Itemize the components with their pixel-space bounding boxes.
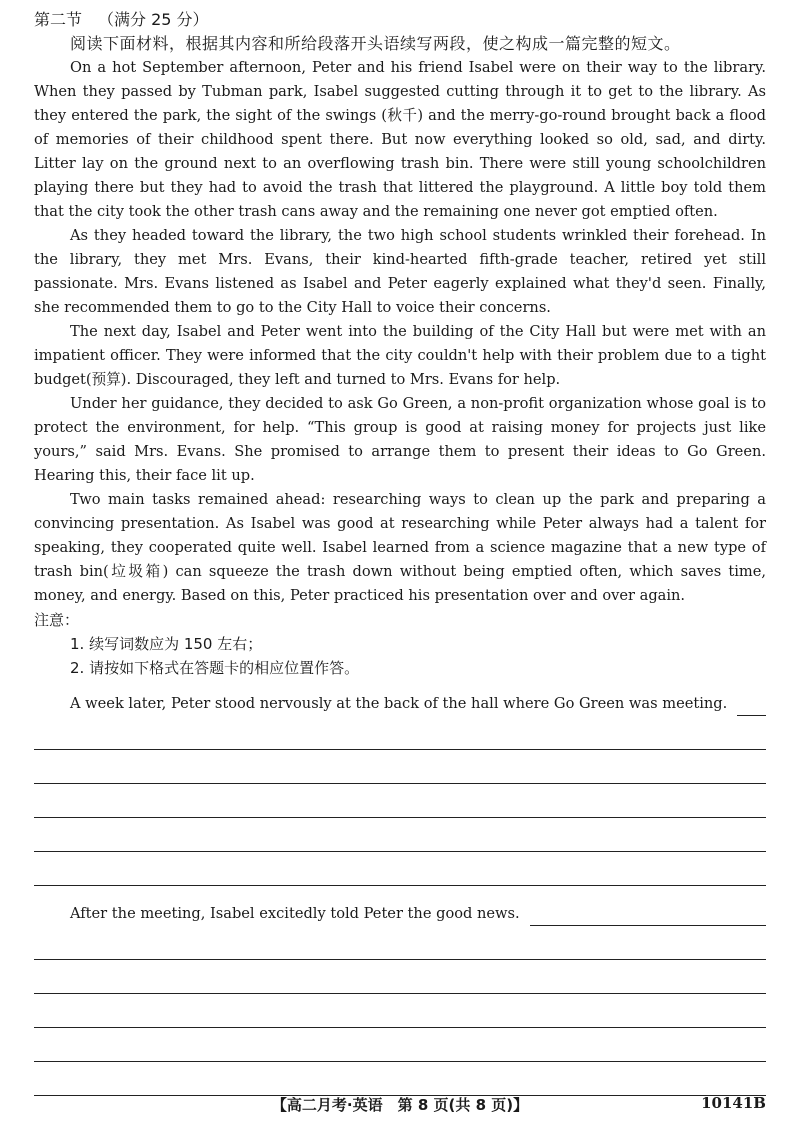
answer-blank-2[interactable] bbox=[530, 907, 766, 926]
answer-blank-1[interactable] bbox=[737, 697, 766, 716]
answer-line[interactable] bbox=[34, 994, 766, 1028]
note-item-2: 2. 请按如下格式在答题卡的相应位置作答。 bbox=[70, 659, 360, 677]
answer-line[interactable] bbox=[34, 1028, 766, 1062]
prompt-text-1: A week later, Peter stood nervously at the back of the hall where Go Green was meeting. bbox=[70, 695, 728, 712]
answer-line[interactable] bbox=[34, 716, 766, 750]
section-score: （满分 25 分） bbox=[98, 10, 209, 29]
continuation-prompt-1 bbox=[34, 692, 766, 716]
answer-line[interactable] bbox=[34, 926, 766, 960]
story-paragraph-4: Under her guidance, they decided to ask Go Green, a non-profit organization whose goal is to protect the environment, for help. “This group is good at raising money for projects just like yours,” said Mrs. Evans. She promised to arrange them to present their ideas to Go Green. Hearing this, their face lit up. bbox=[34, 395, 766, 484]
answer-line[interactable] bbox=[34, 852, 766, 886]
footer-page-info: 【高二月考·英语 第 8 页(共 8 页)】 bbox=[271, 1096, 529, 1114]
note-item-1: 1. 续写词数应为 150 左右； bbox=[70, 635, 263, 653]
story-paragraph-5: Two main tasks remained ahead: researching ways to clean up the park and preparing a convincing presentation. As Isabel was good at researching while Peter always had a talent for speaking, they cooperated quite well. Isabel learned from a science magazine that a new type of trash bin(垃圾箱) can squeeze the trash down without being emptied often, which saves time, money, and energy. Based on this, Peter practiced his presentation over and over again. bbox=[34, 491, 766, 604]
section-header bbox=[34, 8, 766, 32]
story-paragraph-3: The next day, Isabel and Peter went into the building of the City Hall but were met with an impatient officer. They were informed that the city couldn't help with their problem due to a tight budget(预算). Discouraged, they left and turned to Mrs. Evans for help. bbox=[34, 323, 766, 388]
answer-line[interactable] bbox=[34, 1062, 766, 1096]
answer-lines-1 bbox=[34, 716, 766, 886]
answer-line[interactable] bbox=[34, 960, 766, 994]
section-title: 第二节 bbox=[34, 10, 83, 29]
page-footer bbox=[0, 1094, 800, 1118]
story-paragraph-2: As they headed toward the library, the two high school students wrinkled their forehead. In the library, they met Mrs. Evans, their kind-hearted fifth-grade teacher, retired yet still passionate. Mrs. Evans listened as Isabel and Peter eagerly explained what they'd seen. Finally, she recommended them to go to the City Hall to voice their concerns. bbox=[34, 227, 766, 316]
notes-label: 注意： bbox=[34, 611, 80, 629]
story-paragraph-1: On a hot September afternoon, Peter and his friend Isabel were on their way to the library. When they passed by Tubman park, Isabel suggested cutting through it to get to the library. As they entered the park, the sight of the swings (秋千) and the merry-go-round brought back a flood of memories of their childhood spent there. But now everything looked so old, sad, and dirty. Litter lay on the ground next to an overflowing trash bin. There were still young schoolchildren playing there but they had to avoid the trash that littered the playground. A little boy told them that the city took the other trash cans away and the remaining one never got emptied often. bbox=[34, 59, 766, 220]
answer-line[interactable] bbox=[34, 818, 766, 852]
answer-lines-2 bbox=[34, 926, 766, 1096]
prompt-text-2: After the meeting, Isabel excitedly told Peter the good news. bbox=[70, 905, 520, 922]
task-instruction: 阅读下面材料，根据其内容和所给段落开头语续写两段，使之构成一篇完整的短文。 bbox=[70, 34, 681, 53]
answer-line[interactable] bbox=[34, 750, 766, 784]
continuation-prompt-2 bbox=[34, 902, 766, 926]
answer-line[interactable] bbox=[34, 784, 766, 818]
footer-exam-code: 10141B bbox=[701, 1094, 766, 1112]
